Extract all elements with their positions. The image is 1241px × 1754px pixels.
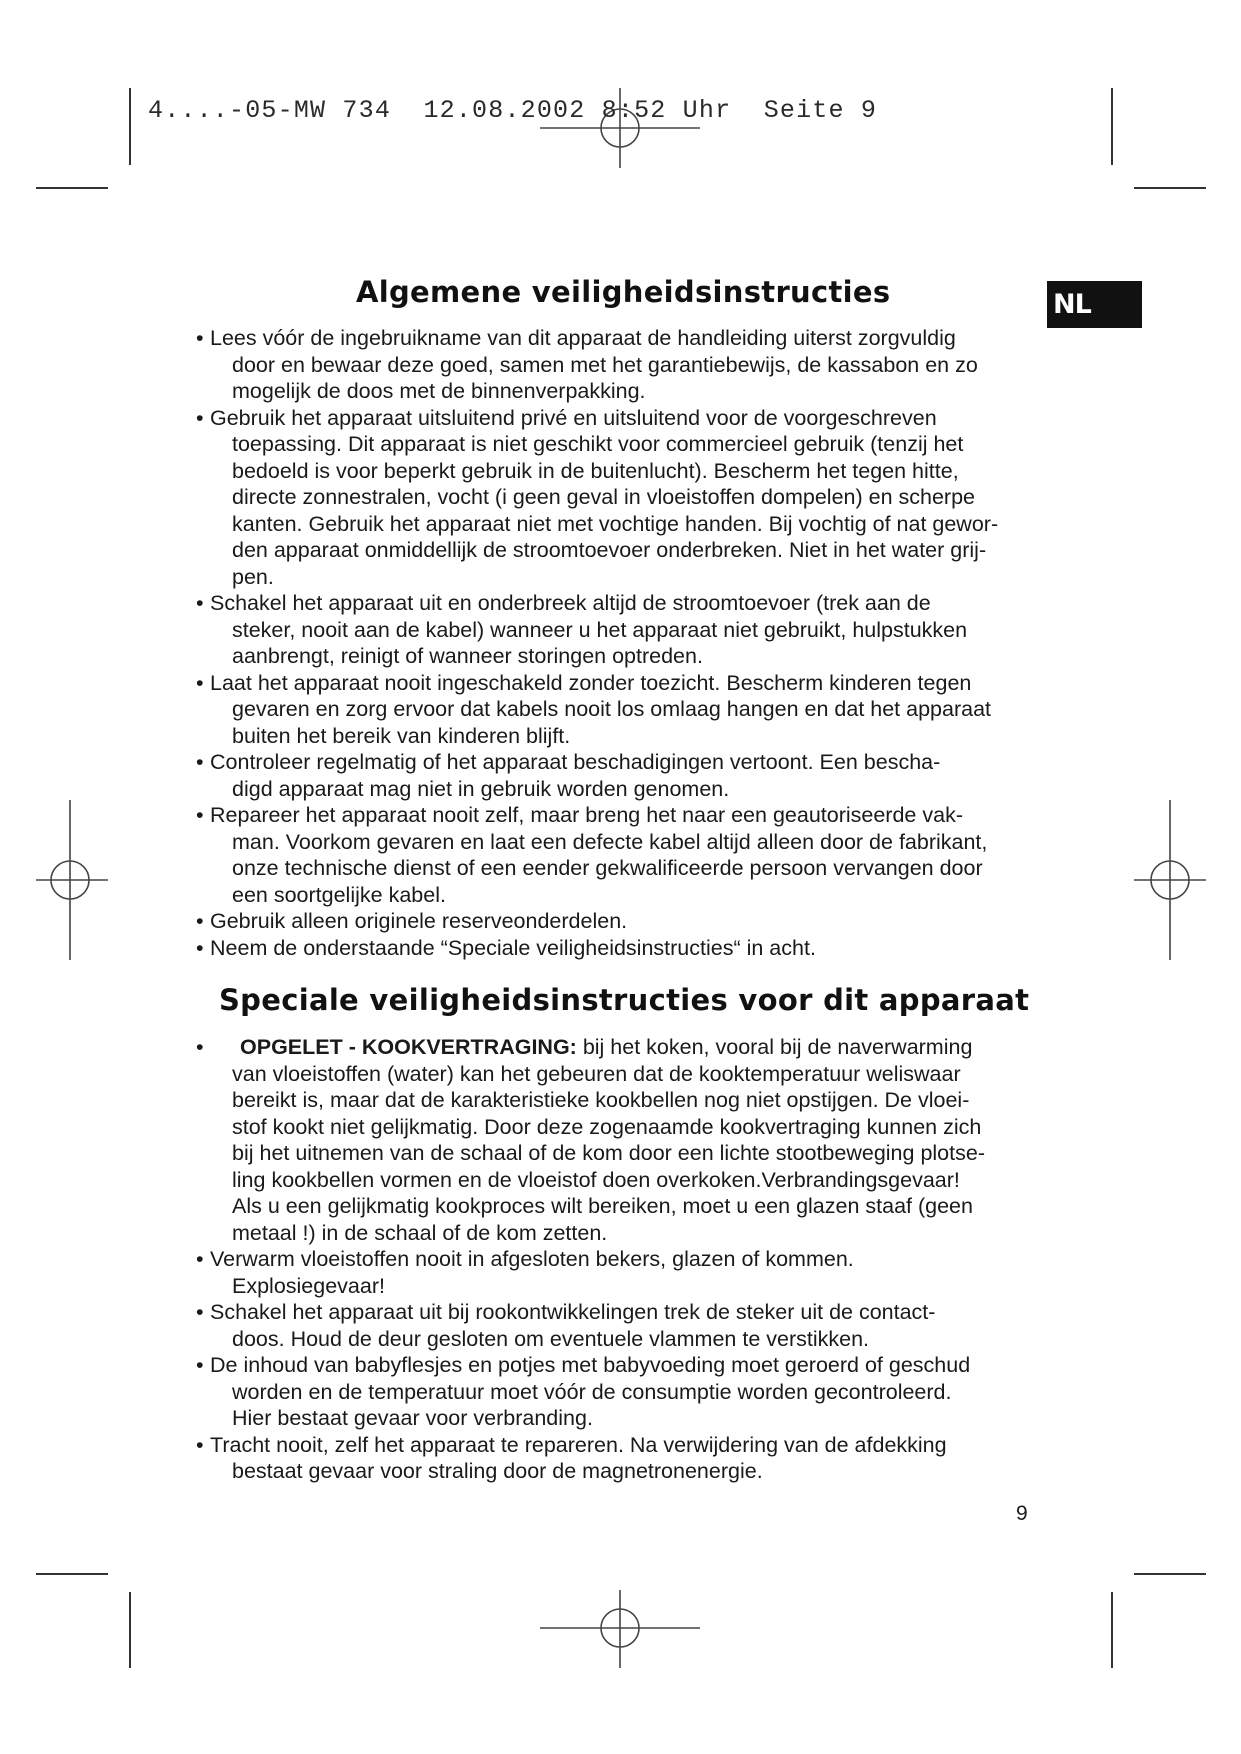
bullet-icon: • bbox=[196, 803, 204, 827]
list-item-line: onze technische dienst of een eender gekwalificeerde persoon vervangen door bbox=[232, 856, 983, 880]
registration-target-icon bbox=[36, 800, 108, 960]
warning-first-text: bij het koken, vooral bij de naverwarming bbox=[576, 1035, 973, 1059]
warning-line: Als u een gelijkmatig kookproces wilt bereiken, moet u een glazen staaf (geen bbox=[232, 1194, 973, 1218]
warning-label: OPGELET - KOOKVERTRAGING: bbox=[240, 1035, 577, 1059]
list-item-line: De inhoud van babyflesjes en potjes met babyvoeding moet geroerd of geschud bbox=[210, 1353, 971, 1377]
list-item bbox=[196, 325, 1066, 405]
list-item-line: Gebruik het apparaat uitsluitend privé en uitsluitend voor de voorgeschreven bbox=[210, 405, 937, 430]
list-item bbox=[196, 1034, 1066, 1246]
list-item bbox=[196, 405, 1066, 591]
list-item-line: Verwarm vloeistoffen nooit in afgesloten bekers, glazen of kommen. bbox=[210, 1247, 854, 1271]
list-item-line: Hier bestaat gevaar voor verbranding. bbox=[232, 1406, 593, 1430]
list-item bbox=[196, 1352, 1066, 1432]
list-item bbox=[196, 1299, 1066, 1352]
list-item-line: door en bewaar deze goed, samen met het garantiebewijs, de kassabon en zo bbox=[232, 352, 978, 377]
bullet-icon: • bbox=[196, 326, 204, 350]
warning-line: metaal !) in de schaal of de kom zetten. bbox=[232, 1220, 608, 1245]
warning-line: bereikt is, maar dat de karakteristieke kookbellen nog niet opstijgen. De vloei- bbox=[232, 1088, 970, 1112]
bullet-icon: • bbox=[196, 1035, 204, 1059]
list-item-line: bedoeld is voor beperkt gebruik in de buitenlucht). Bescherm het tegen hitte, bbox=[232, 458, 959, 483]
print-header: 4....-05-MW 734 12.08.2002 8:52 Uhr Seite 9 bbox=[148, 96, 878, 125]
list-item-line: Gebruik alleen originele reserveonderdelen. bbox=[210, 909, 628, 933]
warning-first-line bbox=[232, 1034, 1066, 1061]
general-safety-list bbox=[196, 325, 1066, 961]
bullet-icon: • bbox=[196, 750, 204, 774]
list-item-line: den apparaat onmiddellijk de stroomtoevoer onderbreken. Niet in het water grij- bbox=[232, 538, 987, 562]
list-item-line: Tracht nooit, zelf het apparaat te repareren. Na verwijdering van de afdekking bbox=[210, 1432, 947, 1457]
list-item-line: Explosiegevaar! bbox=[232, 1273, 385, 1298]
bullet-icon: • bbox=[196, 1300, 204, 1324]
bullet-icon: • bbox=[196, 909, 204, 933]
list-item-line: digd apparaat mag niet in gebruik worden genomen. bbox=[232, 776, 730, 801]
list-item-line: doos. Houd de deur gesloten om eventuele vlammen te verstikken. bbox=[232, 1326, 870, 1351]
list-item-line: worden en de temperatuur moet vóór de consumptie worden gecontroleerd. bbox=[232, 1379, 952, 1404]
registration-target-icon bbox=[1134, 800, 1206, 960]
list-item bbox=[196, 749, 1066, 802]
section-title-general: Algemene veiligheidsinstructies bbox=[356, 275, 891, 309]
list-item-line: Schakel het apparaat uit en onderbreek altijd de stroomtoevoer (trek aan de bbox=[210, 591, 931, 615]
list-item-line: Controleer regelmatig of het apparaat beschadigingen vertoont. Een bescha- bbox=[210, 750, 941, 774]
list-item bbox=[196, 590, 1066, 670]
registration-target-icon bbox=[540, 1590, 700, 1668]
page-number: 9 bbox=[1016, 1502, 1028, 1525]
list-item-line: een soortgelijke kabel. bbox=[232, 882, 446, 907]
warning-line: bij het uitnemen van de schaal of de kom door een lichte stootbeweging plotse- bbox=[232, 1141, 985, 1165]
bullet-icon: • bbox=[196, 1247, 204, 1271]
language-badge: NL bbox=[1047, 281, 1142, 328]
list-item-line: man. Voorkom gevaren en laat een defecte kabel altijd alleen door de fabrikant, bbox=[232, 829, 988, 854]
bullet-icon: • bbox=[196, 935, 204, 960]
list-item-line: Neem de onderstaande “Speciale veiligheidsinstructies“ in acht. bbox=[210, 935, 816, 960]
list-item bbox=[196, 935, 1066, 962]
section-title-special: Speciale veiligheidsinstructies voor dit apparaat bbox=[219, 983, 1030, 1017]
list-item-line: gevaren en zorg ervoor dat kabels nooit los omlaag hangen en dat het apparaat bbox=[232, 697, 991, 721]
list-item bbox=[196, 908, 1066, 935]
list-item-line: buiten het bereik van kinderen blijft. bbox=[232, 723, 571, 748]
bullet-icon: • bbox=[196, 670, 204, 695]
warning-body bbox=[232, 1061, 1066, 1247]
bullet-icon: • bbox=[196, 1432, 204, 1457]
bullet-icon: • bbox=[196, 405, 204, 430]
list-item bbox=[196, 1246, 1066, 1299]
special-safety-list bbox=[196, 1034, 1066, 1485]
list-item-line: bestaat gevaar voor straling door de magnetronenergie. bbox=[232, 1459, 763, 1483]
bullet-icon: • bbox=[196, 591, 204, 615]
list-item-line: aanbrengt, reinigt of wanneer storingen optreden. bbox=[232, 644, 703, 668]
list-item-line: Lees vóór de ingebruikname van dit apparaat de handleiding uiterst zorgvuldig bbox=[210, 326, 956, 350]
list-item-line: Repareer het apparaat nooit zelf, maar breng het naar een geautoriseerde vak- bbox=[210, 803, 963, 827]
list-item bbox=[196, 670, 1066, 750]
list-item-line: directe zonnestralen, vocht (i geen geval in vloeistoffen dompelen) en scherpe bbox=[232, 485, 975, 509]
list-item-line: Laat het apparaat nooit ingeschakeld zonder toezicht. Bescherm kinderen tegen bbox=[210, 670, 972, 695]
warning-line: ling kookbellen vormen en de vloeistof doen overkoken.Verbrandingsgevaar! bbox=[232, 1167, 960, 1192]
list-item bbox=[196, 1432, 1066, 1485]
list-item-line: steker, nooit aan de kabel) wanneer u het apparaat niet gebruikt, hulpstukken bbox=[232, 617, 968, 642]
list-item-line: toepassing. Dit apparaat is niet geschikt voor commercieel gebruik (tenzij het bbox=[232, 432, 964, 456]
list-item-line: mogelijk de doos met de binnenverpakking. bbox=[232, 379, 646, 403]
list-item bbox=[196, 802, 1066, 908]
warning-line: van vloeistoffen (water) kan het gebeuren dat de kooktemperatuur weliswaar bbox=[232, 1061, 961, 1086]
list-item-line: pen. bbox=[232, 564, 274, 589]
list-item-line: Schakel het apparaat uit bij rookontwikkelingen trek de steker uit de contact- bbox=[210, 1300, 936, 1324]
bullet-icon: • bbox=[196, 1353, 204, 1377]
warning-line: stof kookt niet gelijkmatig. Door deze zogenaamde kookvertraging kunnen zich bbox=[232, 1114, 982, 1139]
list-item-line: kanten. Gebruik het apparaat niet met vochtige handen. Bij vochtig of nat gewor- bbox=[232, 511, 999, 536]
